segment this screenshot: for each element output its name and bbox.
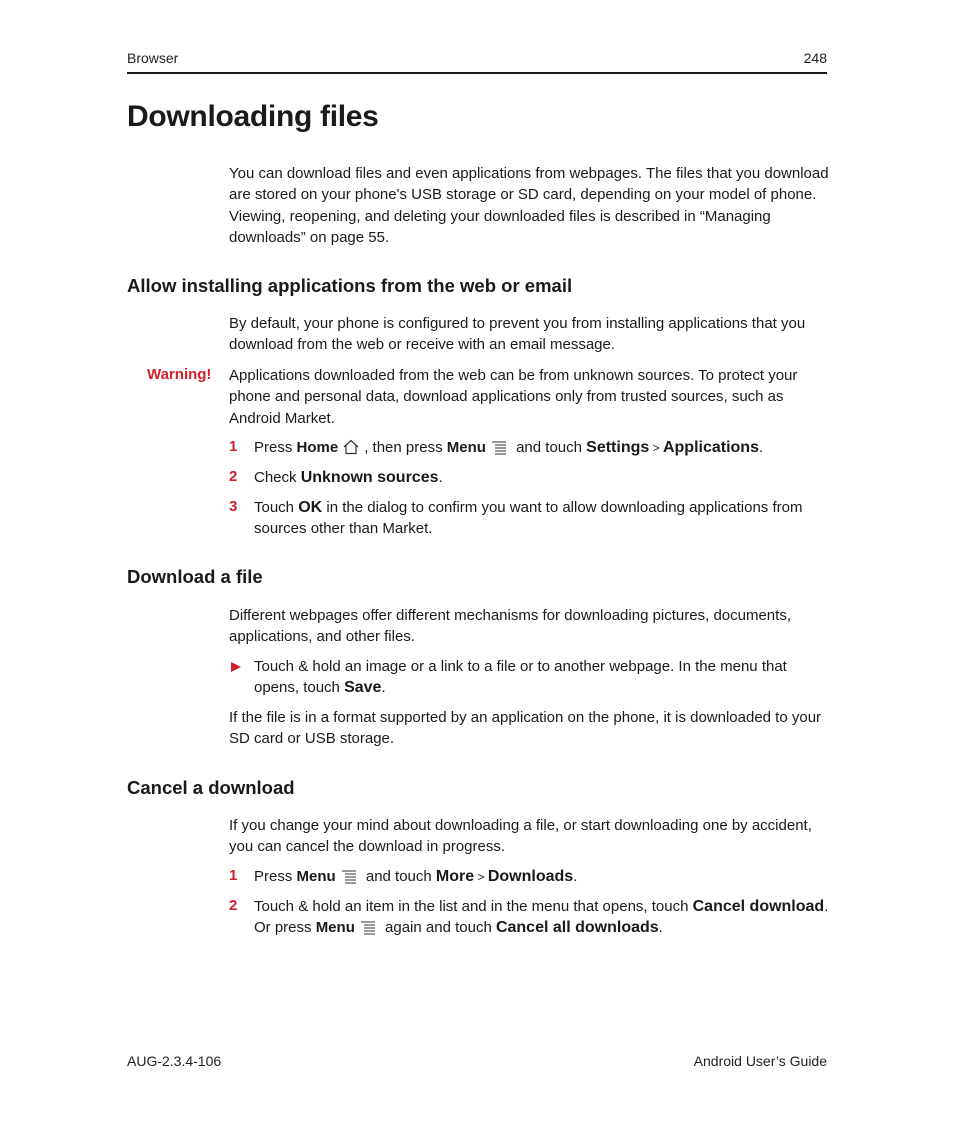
warning-text: Applications downloaded from the web can be from unknown sources. To protect your phone and personal data, download applications only from trusted sources, such as Android Market. bbox=[229, 367, 798, 427]
menu-icon bbox=[340, 868, 358, 890]
running-header-section: Browser bbox=[127, 50, 179, 66]
menu-icon bbox=[359, 919, 377, 941]
section-heading-download-file: Download a file bbox=[127, 566, 263, 587]
warning-label: Warning! bbox=[147, 366, 212, 383]
header-rule bbox=[127, 72, 827, 74]
section3-paragraph: If you change your mind about downloading a file, or start downloading one by accident, you can cancel the download in progress. bbox=[229, 817, 812, 856]
step-instruction: Press Home , then press Menu and touch Settings > Applications. bbox=[254, 437, 829, 461]
step-number: 3 bbox=[229, 498, 238, 515]
step-number: 1 bbox=[229, 867, 238, 884]
step-number: 1 bbox=[229, 438, 238, 455]
footer-doc-title: Android User’s Guide bbox=[693, 1053, 827, 1069]
home-icon bbox=[342, 439, 360, 461]
step-instruction: Touch OK in the dialog to confirm you want to allow downloading applications from sources other than Market. bbox=[254, 499, 803, 538]
section-heading-allow-installing: Allow installing applications from the web or email bbox=[127, 275, 573, 296]
intro-paragraph: You can download files and even applications from webpages. The files that you download are stored on your phone's USB storage or SD card, depending on your model of phone. Viewing, reopening, and deleting your downloaded files is described in “Managing downloads” on page 55. bbox=[229, 165, 829, 246]
bullet-instruction: Touch & hold an image or a link to a file or to another webpage. In the menu that opens, touch Save. bbox=[254, 658, 787, 697]
section2-paragraph: Different webpages offer different mechanisms for downloading pictures, documents, applications, and other files. bbox=[229, 607, 791, 646]
page-title: Downloading files bbox=[127, 100, 379, 133]
bullet-arrow-icon bbox=[230, 660, 242, 678]
menu-icon bbox=[490, 439, 508, 461]
section1-paragraph: By default, your phone is configured to prevent you from installing applications that you download from the web or receive with an email message. bbox=[229, 315, 806, 354]
step-number: 2 bbox=[229, 897, 238, 914]
section-heading-cancel-download: Cancel a download bbox=[127, 777, 295, 798]
step-number: 2 bbox=[229, 468, 238, 485]
section2-paragraph-2: If the file is in a format supported by an application on the phone, it is downloaded to your SD card or USB storage. bbox=[229, 709, 822, 748]
footer-doc-code: AUG-2.3.4-106 bbox=[127, 1053, 222, 1069]
step-instruction: Press Menu and touch More > Downloads. bbox=[254, 866, 829, 890]
step-instruction: Touch & hold an item in the list and in the menu that opens, touch Cancel download. Or press Menu again and touch Cancel all downloads. bbox=[254, 896, 829, 942]
step-instruction: Check Unknown sources. bbox=[254, 469, 443, 486]
page-number: 248 bbox=[803, 50, 827, 66]
